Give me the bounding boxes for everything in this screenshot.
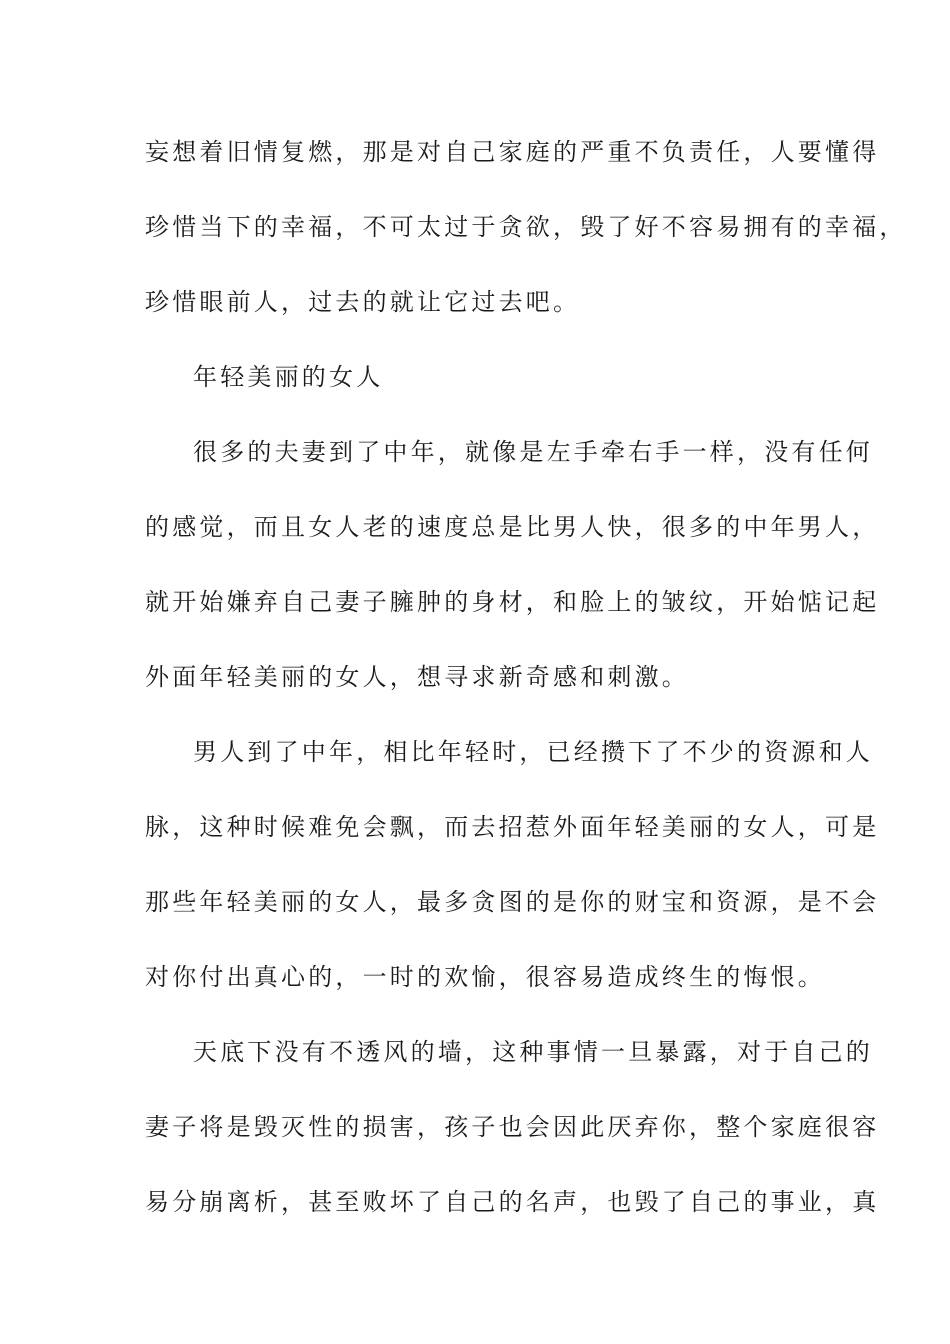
text-line: 对你付出真心的，一时的欢愉，很容易造成终生的悔恨。 — [145, 963, 825, 991]
text-line: 珍惜眼前人，过去的就让它过去吧。 — [145, 288, 581, 316]
text-line: 妻子将是毁灭性的损害，孩子也会因此厌弃你，整个家庭很容 — [145, 1113, 880, 1141]
text-line: 的感觉，而且女人老的速度总是比男人快，很多的中年男人， — [145, 513, 880, 541]
text-line: 妄想着旧情复燃，那是对自己家庭的严重不负责任，人要懂得 — [145, 138, 880, 166]
text-line: 珍惜当下的幸福，不可太过于贪欲，毁了好不容易拥有的幸福， — [145, 213, 907, 241]
text-line: 那些年轻美丽的女人，最多贪图的是你的财宝和资源，是不会 — [145, 888, 880, 916]
text-line: 就开始嫌弃自己妻子臃肿的身材，和脸上的皱纹，开始惦记起 — [145, 588, 880, 616]
text-line: 外面年轻美丽的女人，想寻求新奇感和刺激。 — [145, 663, 689, 691]
section-heading: 年轻美丽的女人 — [193, 363, 384, 391]
text-line: 很多的夫妻到了中年，就像是左手牵右手一样，没有任何 — [193, 438, 873, 466]
text-line: 脉，这种时候难免会飘，而去招惹外面年轻美丽的女人，可是 — [145, 813, 880, 841]
text-line: 男人到了中年，相比年轻时，已经攒下了不少的资源和人 — [193, 738, 873, 766]
text-line: 天底下没有不透风的墙，这种事情一旦暴露，对于自己的 — [193, 1038, 873, 1066]
text-line: 易分崩离析，甚至败坏了自己的名声，也毁了自己的事业，真 — [145, 1188, 880, 1216]
